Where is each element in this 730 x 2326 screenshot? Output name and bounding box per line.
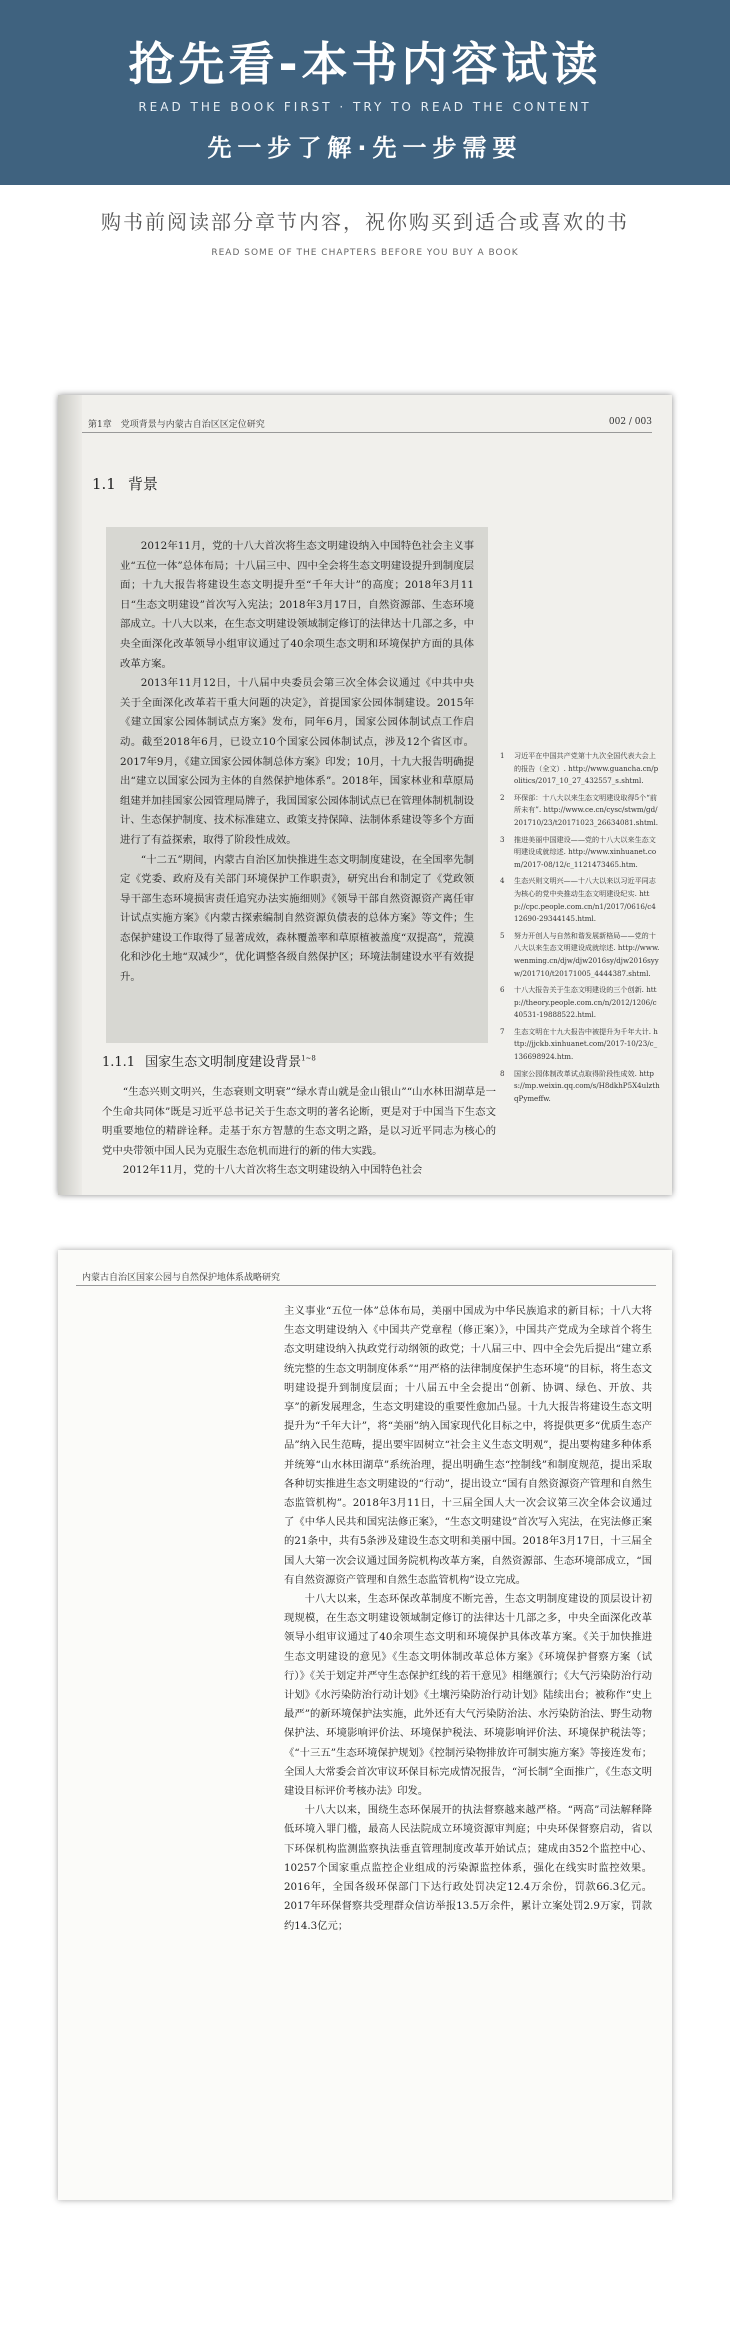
book-page-2 xyxy=(58,1250,672,2200)
footnote xyxy=(500,1068,660,1106)
footnote-text: 习近平在中国共产党第十九次全国代表大会上的报告（全文）. http://www.guancha.cn/politics/2017_10_27_432557_s.shtml. xyxy=(514,751,659,786)
chapter-header: 第1章 党项背景与内蒙古自治区区定位研究 xyxy=(88,420,265,430)
footnote-number: 8 xyxy=(500,1068,505,1078)
footnote xyxy=(500,792,660,830)
footnote-text: 推进美丽中国建设——党的十八大以来生态文明建设成就综述. http://www.xinhuanet.com/2017-08/12/c_1121473465.htm. xyxy=(514,834,657,869)
footnote-text: 生态兴则文明兴——十八大以来以习近平同志为核心的党中央推动生态文明建设纪实. http://cpc.people.com.cn/n1/2017/0616/c412690-29344145.html. xyxy=(514,876,656,924)
footnote-number: 3 xyxy=(500,834,505,844)
banner-slogan: 先一步了解·先一步需要 xyxy=(207,134,523,162)
box-paragraph: 2012年11月，党的十八大首次将生态文明建设纳入中国特色社会主义事业“五位一体”总体布局；十八届三中、四中全会将生态文明建设提升到制度层面；十九大报告将建设生态文明提升至“千年大计”的高度；2018年3月11日“生态文明建设”首次写入宪法；2018年3月17日，自然资源部、生态环境部成立。十八大以来，在生态文明建设领域制定修订的法律达十几部之多，中央全面深化改革领导小组审议通过了40余项生态文明和环境保护方面的具体改革方案。 xyxy=(120,540,474,670)
footnote xyxy=(500,875,660,925)
book-page-1 xyxy=(58,395,672,1195)
footnote-text: 十八大报告关于生态文明建设的三个创新. http://theory.people.com.cn/n/2012/1206/c40531-19888522.html. xyxy=(514,985,657,1020)
footnote-number: 7 xyxy=(500,1026,505,1036)
footnote xyxy=(500,750,660,788)
footnote xyxy=(500,1026,660,1064)
body-paragraph: 十八大以来，围绕生态环保展开的执法督察越来越严格。“两高”司法解释降低环境入罪门槛，最高人民法院成立环境资源审判庭；中央环保督察启动，省以下环保机构监测监察执法垂直管理制度改革开始试点；建成由352个监控中心、10257个国家重点监控企业组成的污染源监控体系，强化在线实时监控效果。2016年，全国各级环保部门下达行政处罚决定12.4万余份，罚款66.3亿元。2017年环保督察共受理群众信访举报13.5万余件，累计立案处罚2.9万家，罚款约14.3亿元； xyxy=(284,1804,652,1932)
footnote-number: 6 xyxy=(500,985,505,995)
banner-title: 抢先看-本书内容试读 xyxy=(128,37,602,91)
page1-body xyxy=(102,1083,496,1181)
citation-marker: 1~8 xyxy=(301,1054,316,1063)
footnote xyxy=(500,984,660,1022)
preview-banner xyxy=(0,0,730,185)
footnote xyxy=(500,930,660,980)
footnote-number: 4 xyxy=(500,876,505,886)
running-header xyxy=(82,417,652,433)
section-heading xyxy=(92,473,158,494)
footnote-text: 努力开创人与自然和谐发展新格局——党的十八大以来生态文明建设成就综述. http://www.wenming.cn/djw/djw2016sy/djw2016syyw/201710/t20171005_4444387.shtml. xyxy=(514,930,660,978)
footnote-number: 2 xyxy=(500,792,505,802)
footnotes xyxy=(500,750,660,1109)
footnote-number: 1 xyxy=(500,751,505,760)
box-paragraph: 2013年11月12日，十八届中央委员会第三次全体会议通过《中共中央关于全面深化改革若干重大问题的决定》，首提国家公园体制建设。2015年《建立国家公园体制试点方案》发布，同年6月，国家公园体制试点工作启动。截至2018年6月，已设立10个国家公园体制试点，涉及12个省区市。2017年9月，《建立国家公园体制总体方案》印发；10月，十九大报告明确提出“建立以国家公园为主体的自然保护地体系”。2018年，国家林业和草原局组建并加挂国家公园管理局牌子，我国国家公园体制试点已在管理体制机制设计、生态保护制度、技术标准建立、政策支持保障、法制体系建设等多个方面进行了有益探索，取得了阶段性成效。 xyxy=(120,677,474,846)
body-paragraph: 十八大以来，生态环保改革制度不断完善，生态文明制度建设的顶层设计初现规模，在生态文明建设领域制定修订的法律达十几部之多，中央全面深化改革领导小组审议通过了40余项生态文明和环境保护具体改革方案。《关于加快推进生态文明建设的意见》《生态文明体制改革总体方案》《环境保护督察方案（试行）》《关于划定并严守生态保护红线的若干意见》相继颁行；《大气污染防治行动计划》《水污染防治行动计划》《土壤污染防治行动计划》陆续出台；被称作“史上最严”的新环境保护法实施，此外还有大气污染防治法、水污染防治法、野生动物保护法、环境影响评价法、环境保护税法、环境影响评价法、环境保护税法等；《“十三五”生态环境保护规划》《控制污染物排放许可制实施方案》等接连发布；全国人大常委会首次审议环保目标完成情况报告，“河长制”全面推广，《生态文明建设目标评价考核办法》印发。 xyxy=(284,1593,652,1798)
footnote-text: 国家公园体制改革试点取得阶段性成效. https://mp.weixin.qq.com/s/H8dkhP5X4ulzthqPymeffw. xyxy=(514,1068,660,1103)
footnote-text: 生态文明在十九大报告中被提升为千年大计. http://jjckb.xinhuanet.com/2017-10/23/c_136698924.htm. xyxy=(514,1026,658,1062)
subsection-title: 国家生态文明制度建设背景 xyxy=(145,1055,302,1070)
banner-subtitle: READ THE BOOK FIRST · TRY TO READ THE CONTENT xyxy=(138,100,592,114)
section-title: 背景 xyxy=(127,475,158,493)
subsection-number: 1.1.1 xyxy=(102,1055,136,1070)
page2-body xyxy=(284,1302,652,1936)
body-paragraph: 2012年11月，党的十八大首次将生态文明建设纳入中国特色社会 xyxy=(122,1164,423,1177)
intro-text-en: READ SOME OF THE CHAPTERS BEFORE YOU BUY A BOOK xyxy=(211,248,519,258)
body-paragraph: 主义事业“五位一体”总体布局，美丽中国成为中华民族追求的新目标；十八大将生态文明建设纳入《中国共产党章程（修正案）》，中国共产党成为全球首个将生态文明建设纳入执政党行动纲领的政党；十八届三中、四中全会先后提出“建立系统完整的生态文明制度体系”“用严格的法律制度保护生态环境”的目标，将生态文明建设提升到制度层面；十八届五中全会提出“创新、协调、绿色、开放、共享”的新发展理念，生态文明建设的重要性愈加凸显。十九大报告将建设生态文明提升为“千年大计”，将“美丽”纳入国家现代化目标之中，将提供更多“优质生态产品”纳入民生范畴，提出要牢固树立“社会主义生态文明观”，提出要构建多种体系并统筹“山水林田湖草”系统治理，提出明确生态“控制线”和制度规范，提出采取各种切实推进生态文明建设的“行动”，提出设立“国有自然资源资产管理和自然生态监管机构”。2018年3月11日，十三届全国人大一次会议第三次全体会议通过了《中华人民共和国宪法修正案》，“生态文明建设”首次写入宪法，在宪法修正案的21条中，共有5条涉及建设生态文明和美丽中国。2018年3月17日，十三届全国人大第一次会议通过国务院机构改革方案，自然资源部、生态环境部成立，“国有自然资源资产管理和自然生态监管机构”设立完成。 xyxy=(284,1305,652,1586)
box-paragraph: “十二五”期间，内蒙古自治区加快推进生态文明制度建设，在全国率先制定《党委、政府及有关部门环境保护工作职责》，研究出台和制定了《党政领导干部生态环境损害责任追究办法实施细则》《领导干部自然资源资产离任审计试点实施方案》《内蒙古探索编制自然资源负债表的总体方案》等文件；生态保护建设工作取得了显著成效，森林覆盖率和草原植被盖度“双提高”，荒漠化和沙化土地“双减少”，优化调整各级自然保护区；环境法制建设水平有效提升。 xyxy=(120,853,474,984)
body-paragraph: “生态兴则文明兴，生态衰则文明衰”“绿水青山就是金山银山”“山水林田湖草是一个生命共同体”既是习近平总书记关于生态文明的著名论断，更是对于中国当下生态文明重要地位的精辟诠释。走基于东方智慧的生态文明之路，是以习近平同志为核心的党中央带领中国人民为克服生态危机而进行的新的伟大实践。 xyxy=(102,1086,496,1157)
subsection-heading xyxy=(102,1051,316,1070)
book-title-header: 内蒙古自治区国家公园与自然保护地体系战略研究 xyxy=(82,1273,281,1283)
intro-text: 购书前阅读部分章节内容，祝你购买到适合或喜欢的书 xyxy=(101,210,629,234)
highlight-box xyxy=(106,527,488,1043)
running-header xyxy=(76,1268,656,1286)
section-number: 1.1 xyxy=(92,475,116,493)
footnote-text: 环保部：十八大以来生态文明建设取得5个“前所未有”. http://www.ce.cn/cysc/stwm/gd/201710/23/t20171023_26634081.shtml. xyxy=(514,792,659,827)
footnote xyxy=(500,834,660,872)
footnote-number: 5 xyxy=(500,930,505,940)
page-binding-shadow xyxy=(58,395,82,1195)
page-number: 002 / 003 xyxy=(608,417,652,427)
